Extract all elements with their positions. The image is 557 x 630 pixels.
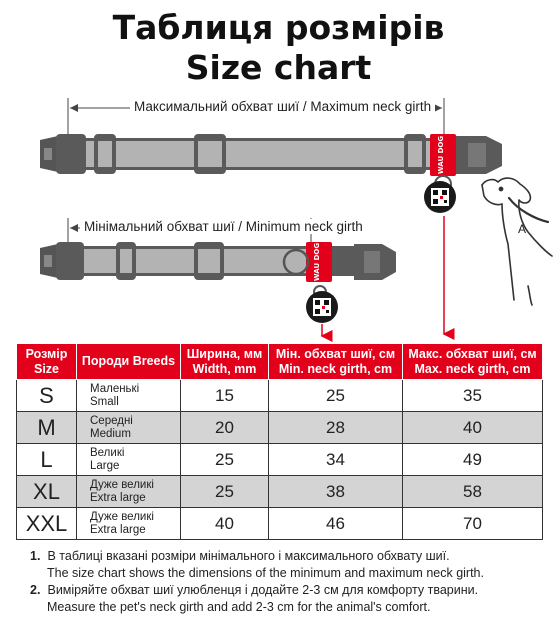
size-cell: S: [17, 380, 77, 412]
width-cell: 25: [181, 476, 269, 508]
breed-cell: [77, 444, 181, 476]
table-row: [17, 412, 543, 444]
min-girth-cell: 34: [269, 444, 403, 476]
note-2-number: 2.: [30, 583, 41, 597]
breed-ua: Дуже великі: [90, 510, 154, 523]
brand-tag-text-large: WAU DOG: [437, 135, 445, 175]
notes: [30, 548, 550, 616]
breed-en: Large: [90, 459, 120, 472]
size-cell: XL: [17, 476, 77, 508]
table-row: [17, 476, 543, 508]
min-girth-cell: 25: [269, 380, 403, 412]
title-line-2: Size chart: [185, 48, 372, 87]
width-cell: 15: [181, 380, 269, 412]
brand-tag-text-small: WAU DOG: [313, 242, 321, 282]
max-girth-cell: 49: [403, 444, 543, 476]
breed-cell: [77, 412, 181, 444]
breed-ua: Маленькі: [90, 382, 140, 395]
size-cell: M: [17, 412, 77, 444]
breed-en: Extra large: [90, 491, 146, 504]
size-cell: L: [17, 444, 77, 476]
breed-ua: Великі: [90, 446, 125, 459]
breed-cell: [77, 380, 181, 412]
table-row: [17, 444, 543, 476]
note-2-en: Measure the pet's neck girth and add 2-3 cm for the animal's comfort.: [47, 600, 431, 614]
min-girth-cell: 46: [269, 508, 403, 540]
small-collar: [40, 242, 396, 323]
note-1-en: The size chart shows the dimensions of the minimum and maximum neck girth.: [47, 566, 484, 580]
dog-icon: [482, 178, 552, 305]
title-line-1: Таблиця розмірів: [112, 8, 445, 47]
dog-measure-label: A: [517, 222, 527, 236]
header-max-girth: Макс. обхват шиї, см Max. neck girth, cm: [403, 344, 543, 380]
min-neck-girth-label: Мінімальний обхват шиї / Minimum neck girth: [80, 219, 367, 234]
breed-ua: Середні: [90, 414, 133, 427]
breed-en: Medium: [90, 427, 131, 440]
size-table: [16, 343, 543, 540]
note-2-ua-text: Виміряйте обхват шиї улюбленця і додайте 2-3 см для комфорту тварини.: [47, 583, 479, 597]
max-girth-cell: 58: [403, 476, 543, 508]
breed-en: Extra large: [90, 523, 146, 536]
max-girth-cell: 70: [403, 508, 543, 540]
min-girth-cell: 28: [269, 412, 403, 444]
breed-ua: Дуже великі: [90, 478, 154, 491]
note-2-ua: [30, 582, 550, 599]
header-size: Розмір Size: [17, 344, 77, 380]
header-min-girth: Мін. обхват шиї, см Min. neck girth, cm: [269, 344, 403, 380]
breed-cell: [77, 476, 181, 508]
table-header-row: [17, 344, 543, 380]
header-width: Ширина, мм Width, mm: [181, 344, 269, 380]
max-neck-girth-label: Максимальний обхват шиї / Maximum neck girth: [130, 99, 435, 114]
min-girth-cell: 38: [269, 476, 403, 508]
breed-cell: [77, 508, 181, 540]
breed-en: Small: [90, 395, 119, 408]
note-1-ua-text: В таблиці вказані розміри мінімального і максимального обхвату шиї.: [47, 549, 450, 563]
size-cell: XXL: [17, 508, 77, 540]
width-cell: 25: [181, 444, 269, 476]
header-breeds: Породи Breeds: [77, 344, 181, 380]
note-1-number: 1.: [30, 549, 41, 563]
note-1-ua: [30, 548, 550, 565]
table-row: [17, 380, 543, 412]
max-girth-cell: 40: [403, 412, 543, 444]
width-cell: 20: [181, 412, 269, 444]
width-cell: 40: [181, 508, 269, 540]
table-row: [17, 508, 543, 540]
large-collar: [40, 134, 502, 213]
max-girth-cell: 35: [403, 380, 543, 412]
